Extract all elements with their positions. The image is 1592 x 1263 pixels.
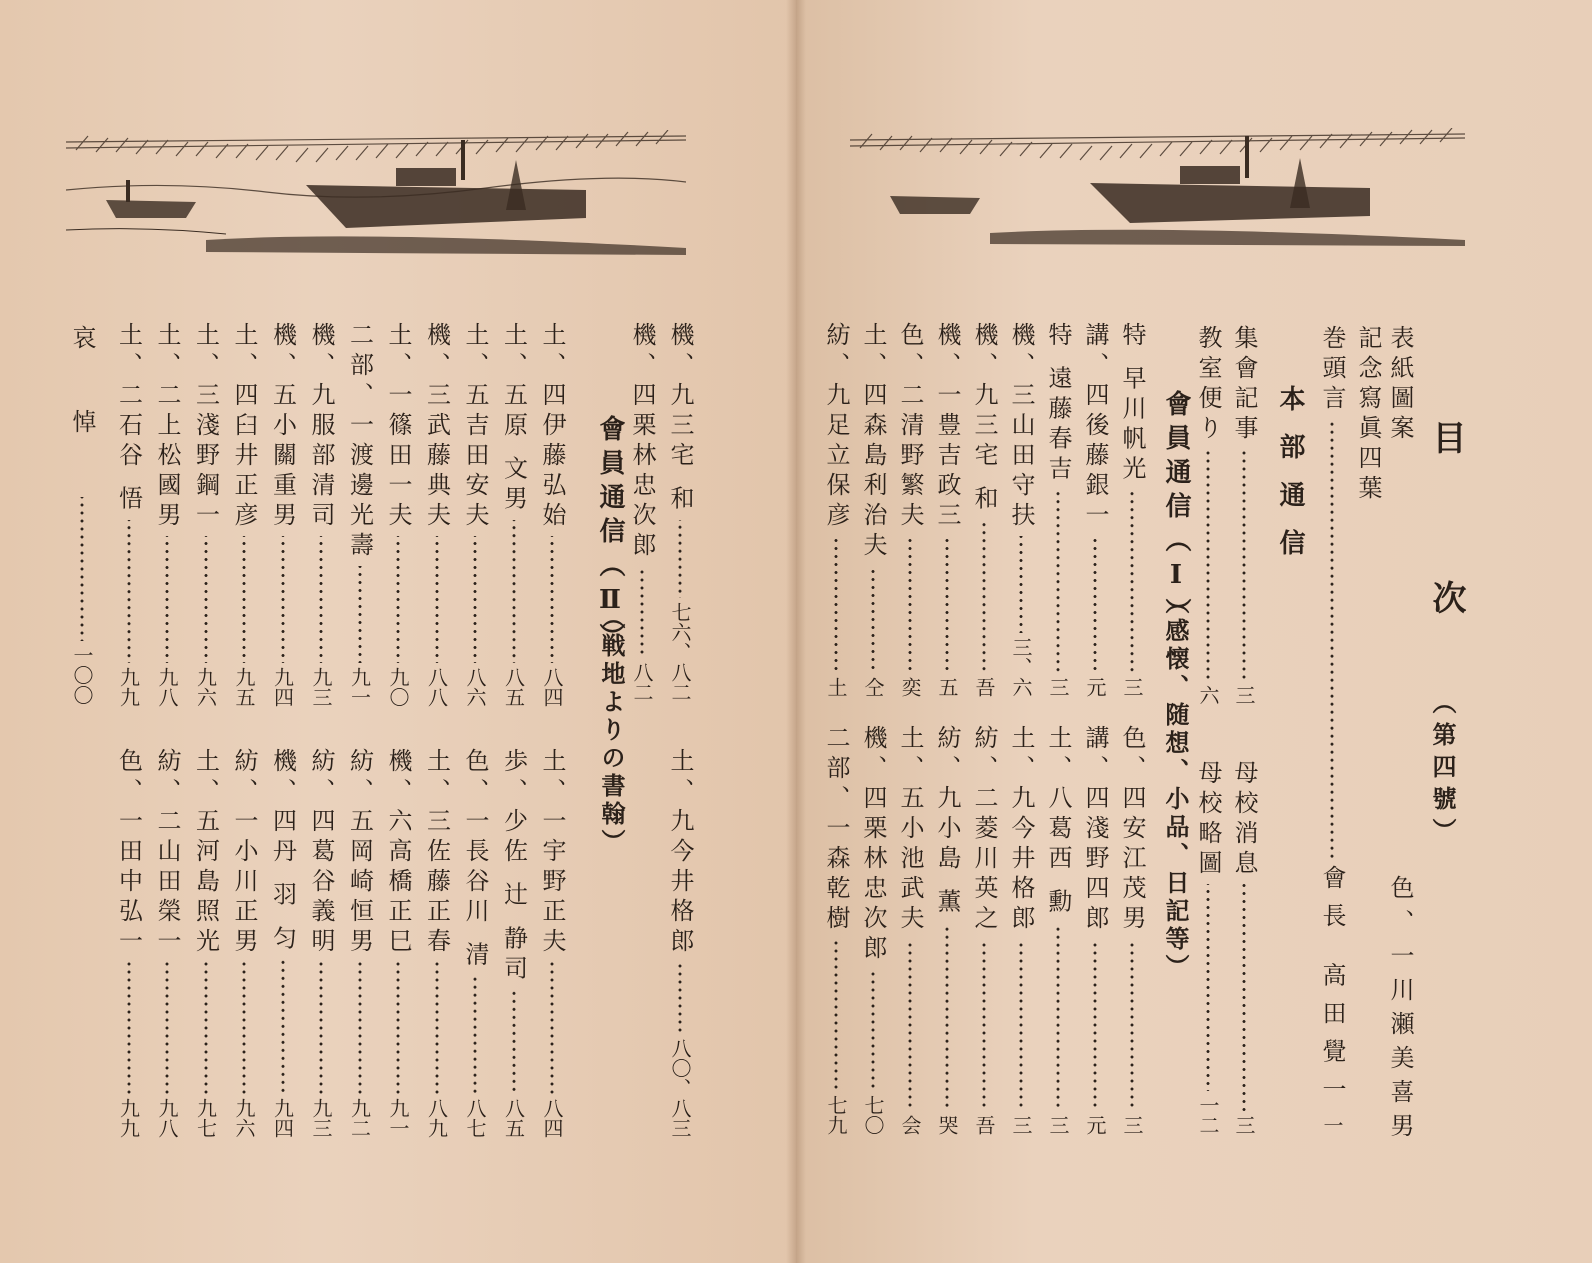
leader-dots	[511, 520, 517, 663]
entry-author: 機、九服部清司	[307, 322, 335, 532]
entry-author: 土、三佐藤正春	[422, 748, 451, 958]
page-number: 九九	[116, 667, 141, 707]
entry-author: 機、九三宅 和	[970, 322, 998, 516]
page-number: 三、六	[1009, 637, 1033, 697]
toc-entry	[972, 322, 996, 697]
entry-author: 土、八葛西 勳	[1044, 725, 1072, 919]
page-number: 九八	[155, 667, 179, 707]
page-number: 八九	[424, 1098, 449, 1138]
section-title-kaiin-1: 會員通信（Ⅰ）	[1161, 390, 1191, 632]
toc-entry	[540, 748, 564, 1138]
leader-dots	[472, 976, 478, 1094]
toc-entry	[1009, 322, 1033, 697]
toc-entry	[309, 748, 333, 1138]
entry-author: 機、三武藤典夫	[422, 322, 451, 532]
leader-dots	[1018, 939, 1024, 1111]
page-number: 八二	[630, 662, 654, 702]
toc-entry	[386, 748, 410, 1138]
leader-dots	[1129, 939, 1135, 1111]
leader-dots	[981, 520, 987, 673]
toc-entry	[268, 322, 297, 707]
section-title-honbu: 本部通信	[1275, 385, 1305, 577]
leader-dots	[280, 959, 286, 1094]
toc-entry	[1009, 725, 1033, 1135]
entry-label: 哀悼	[68, 325, 96, 493]
toc-entry	[232, 322, 256, 707]
toc-entry	[630, 322, 654, 702]
leader-dots	[1092, 536, 1098, 673]
entry-author: 色、四安江茂男	[1118, 725, 1146, 935]
toc-entry	[1046, 725, 1070, 1135]
entry-author: 土、九今井格郎	[666, 748, 694, 958]
front-item-preface	[1320, 325, 1344, 1135]
leader-dots	[318, 962, 324, 1094]
toc-entry	[668, 322, 692, 702]
toc-entry	[386, 322, 410, 707]
entry-author: 紡、五岡崎恒男	[345, 748, 374, 958]
page-number: 九三	[309, 1098, 333, 1138]
entry-author: 色、二清野繁夫	[896, 322, 924, 532]
page-number: 九六	[193, 667, 218, 707]
toc-entry	[463, 322, 487, 707]
toc-entry	[1232, 325, 1256, 705]
page-number: 土	[824, 677, 848, 697]
toc-entry	[540, 322, 564, 707]
page-number: 吾	[972, 1115, 996, 1135]
toc-entry	[463, 748, 487, 1138]
page-number: 九四	[270, 1098, 295, 1138]
entry-author: 紡、一小川正男	[230, 748, 258, 958]
front-author-cover: 色、一川瀬美喜男	[1386, 875, 1414, 1147]
page-number: 元	[1083, 677, 1107, 697]
leader-dots	[357, 566, 363, 663]
section-subtitle-kaiin-1: （感懐、随想、小品、日記等）	[1161, 590, 1190, 982]
toc-entry	[1196, 760, 1220, 1135]
toc-entry	[499, 322, 528, 707]
leader-dots	[280, 536, 286, 663]
entry-author: 機、九三宅 和	[666, 322, 694, 516]
leader-dots	[1205, 449, 1211, 681]
warship-illustration-right	[850, 128, 1465, 250]
entry-author: 土、五吉田安夫	[461, 322, 489, 532]
toc-entry	[114, 748, 143, 1138]
entry-author: 特 遠藤春吉	[1044, 322, 1072, 486]
toc-entry	[1232, 760, 1256, 1135]
toc-entry	[114, 322, 143, 707]
entry-author: 特 早川帆光	[1118, 322, 1146, 486]
entry-author: 紡、九小島 薫	[933, 725, 961, 919]
entry-author: 歩、少佐 辻 静司	[499, 748, 528, 986]
page-number: 三	[1120, 677, 1144, 697]
leader-dots	[549, 962, 555, 1094]
leader-dots	[511, 989, 517, 1094]
leader-dots	[639, 566, 645, 658]
page-number: 九一	[347, 667, 372, 707]
page-number: 一〇〇	[70, 645, 94, 705]
page-number: 三	[1046, 677, 1070, 697]
toc-entry	[1196, 325, 1220, 705]
entry-author: 土、四臼井正彦	[230, 322, 258, 532]
entry-author: 紡、二山田榮一	[153, 748, 181, 958]
entry-author: 機、四栗林忠次郎	[628, 322, 656, 562]
page-number: 七〇	[861, 1095, 885, 1135]
page-number: 九二	[347, 1098, 372, 1138]
entry-author: 紡、二菱川英之	[970, 725, 998, 935]
entry-author: 土、一宇野正夫	[538, 748, 566, 958]
leader-dots	[944, 923, 950, 1111]
section-title-kaiin-2: 會員通信（Ⅱ）	[595, 415, 625, 657]
issue-number: （第四號）	[1428, 690, 1457, 850]
entry-author: 土、二上松國男	[153, 322, 181, 532]
entry-author: 二部、一森乾樹	[822, 725, 850, 935]
toc-entry	[824, 725, 848, 1135]
entry-author: 二部、一渡邊光壽	[345, 322, 374, 562]
entry-author: 土、五河島照光	[191, 748, 220, 958]
entry-author: 機、三山田守扶	[1007, 322, 1035, 532]
entry-author: 土、九今井格郎	[1007, 725, 1035, 935]
toc-entry	[898, 725, 922, 1135]
page-number: 八六	[463, 667, 487, 707]
leader-dots	[907, 536, 913, 673]
leader-dots	[472, 536, 478, 663]
leader-dots	[1055, 490, 1061, 673]
entry-author: 機、一豊吉政三	[933, 322, 961, 532]
leader-dots	[677, 962, 683, 1034]
leader-dots	[1241, 884, 1247, 1111]
toc-entry	[972, 725, 996, 1135]
toc-entry	[155, 322, 179, 707]
toc-entry-mourning	[70, 325, 94, 705]
front-label: 表紙圖案	[1386, 325, 1414, 445]
page-number: 三	[1120, 1115, 1144, 1135]
page-number: 九六	[232, 1098, 256, 1138]
entry-author: 機、四栗林忠次郎	[859, 725, 887, 965]
entry-label: 集會記事	[1230, 325, 1258, 445]
leader-dots	[395, 962, 401, 1094]
leader-dots	[1129, 490, 1135, 673]
page-number: 会	[898, 1115, 922, 1135]
entry-label: 母校消息	[1230, 760, 1258, 880]
section-subtitle-kaiin-2: （戦地よりの書翰）	[597, 605, 626, 857]
page-number: 八四	[540, 667, 564, 707]
front-item-photos: 記念寫眞四葉	[1354, 325, 1382, 505]
leader-dots	[79, 497, 85, 641]
entry-author: 機、五小關重男	[268, 322, 297, 532]
toc-entry	[1046, 322, 1070, 697]
leader-dots	[203, 962, 209, 1094]
page-number: 三	[1046, 1115, 1070, 1135]
leader-dots	[1092, 939, 1098, 1111]
page-number: 吾	[972, 677, 996, 697]
toc-entry	[191, 748, 220, 1138]
leader-dots	[833, 939, 839, 1091]
toc-entry	[1120, 322, 1144, 697]
leader-dots	[434, 962, 440, 1094]
page-number: 九一	[386, 1098, 410, 1138]
leader-dots	[126, 962, 132, 1094]
leader-dots	[164, 536, 170, 663]
leader-dots	[870, 566, 876, 673]
leader-dots	[870, 969, 876, 1091]
leader-dots	[1018, 536, 1024, 633]
leader-dots	[241, 536, 247, 663]
page-number: 八七	[463, 1098, 487, 1138]
toc-entry	[1120, 725, 1144, 1135]
page-number: 八〇、八三	[668, 1038, 692, 1138]
toc-entry	[898, 322, 922, 697]
page-number: 九八	[155, 1098, 179, 1138]
leader-dots	[318, 536, 324, 663]
leader-dots	[164, 962, 170, 1094]
entry-author: 土、五小池武夫	[896, 725, 924, 935]
entry-author: 土、三淺野鋼一	[191, 322, 220, 532]
leader-dots	[907, 939, 913, 1111]
page-number: 八五	[501, 1098, 526, 1138]
toc-entry	[232, 748, 256, 1138]
leader-dots	[677, 520, 683, 598]
page-number: 九七	[193, 1098, 218, 1138]
page-number: 三	[1009, 1115, 1033, 1135]
toc-entry	[191, 322, 220, 707]
toc-entry	[422, 748, 451, 1138]
toc-entry	[861, 322, 885, 697]
front-label: 巻頭言	[1318, 325, 1346, 415]
toc-entry	[1083, 725, 1107, 1135]
page-number: 三	[1232, 685, 1256, 705]
toc-entry	[935, 322, 959, 697]
page-number: 六	[1196, 685, 1220, 705]
leader-dots	[981, 939, 987, 1111]
toc-entry	[1083, 322, 1107, 697]
toc-entry	[935, 725, 959, 1135]
page-number: 哭	[935, 1115, 959, 1135]
entry-author: 色、一長谷川 清	[461, 748, 489, 972]
page-number: 八八	[424, 667, 449, 707]
leader-dots	[395, 536, 401, 663]
toc-entry	[861, 725, 885, 1135]
leader-dots	[1241, 449, 1247, 681]
page-number: 奕	[898, 677, 922, 697]
entry-author: 機、六高橋正巳	[384, 748, 412, 958]
toc-entry	[309, 322, 333, 707]
front-item-cover	[1388, 325, 1412, 445]
entry-author: 講、四淺野四郎	[1081, 725, 1109, 935]
entry-author: 機、四丹 羽 匀	[268, 748, 297, 956]
book-gutter	[786, 0, 806, 1263]
entry-author: 土、二石谷 悟	[114, 322, 143, 516]
page-number: 七九	[824, 1095, 848, 1135]
entry-author: 色、一田中弘一	[114, 748, 143, 958]
leader-dots	[434, 536, 440, 663]
toc-entry	[499, 748, 528, 1138]
page-number: 九三	[309, 667, 333, 707]
leader-dots	[944, 536, 950, 673]
page-number: 三	[1232, 1115, 1256, 1135]
toc-title-main: 目	[1426, 420, 1466, 454]
entry-author: 土、一篠田一夫	[384, 322, 412, 532]
toc-entry	[155, 748, 179, 1138]
toc-entry	[268, 748, 297, 1138]
leader-dots	[1055, 923, 1061, 1111]
page-number: 九四	[270, 667, 295, 707]
leader-dots	[126, 520, 132, 663]
entry-author: 講、四後藤銀一	[1081, 322, 1109, 532]
page-number: 一	[1320, 1115, 1344, 1135]
leader-dots	[549, 536, 555, 663]
warship-illustration-left	[66, 130, 686, 265]
leader-dots	[203, 536, 209, 663]
page-number: 九〇	[386, 667, 410, 707]
toc-entry	[668, 748, 692, 1138]
entry-label: 教室便り	[1194, 325, 1222, 445]
leader-dots	[241, 962, 247, 1094]
page-number: 仝	[861, 677, 885, 697]
entry-author: 土、五原 文男	[499, 322, 528, 516]
page-number: 八五	[501, 667, 526, 707]
page-number: 八四	[540, 1098, 564, 1138]
entry-label: 母校略圖	[1194, 760, 1222, 880]
entry-author: 土、四森島利治夫	[859, 322, 887, 562]
page-number: 九九	[116, 1098, 141, 1138]
toc-entry	[345, 748, 374, 1138]
leader-dots	[357, 962, 363, 1094]
entry-author: 土、四伊藤弘始	[538, 322, 566, 532]
page-number: 五	[935, 677, 959, 697]
front-author: 會長 高田覺一	[1318, 865, 1346, 1115]
toc-entry	[422, 322, 451, 707]
leader-dots	[1205, 884, 1211, 1091]
page-number: 七六、八二	[668, 602, 692, 702]
entry-author: 紡、九足立保彦	[822, 322, 850, 532]
toc-title-sub: 次	[1426, 580, 1466, 614]
toc-entry	[824, 322, 848, 697]
leader-dots	[1329, 419, 1335, 861]
page-number: 一二	[1196, 1095, 1220, 1135]
entry-author: 紡、四葛谷義明	[307, 748, 335, 958]
page-number: 元	[1083, 1115, 1107, 1135]
toc-entry	[345, 322, 374, 707]
leader-dots	[833, 536, 839, 673]
page-number: 九五	[232, 667, 256, 707]
